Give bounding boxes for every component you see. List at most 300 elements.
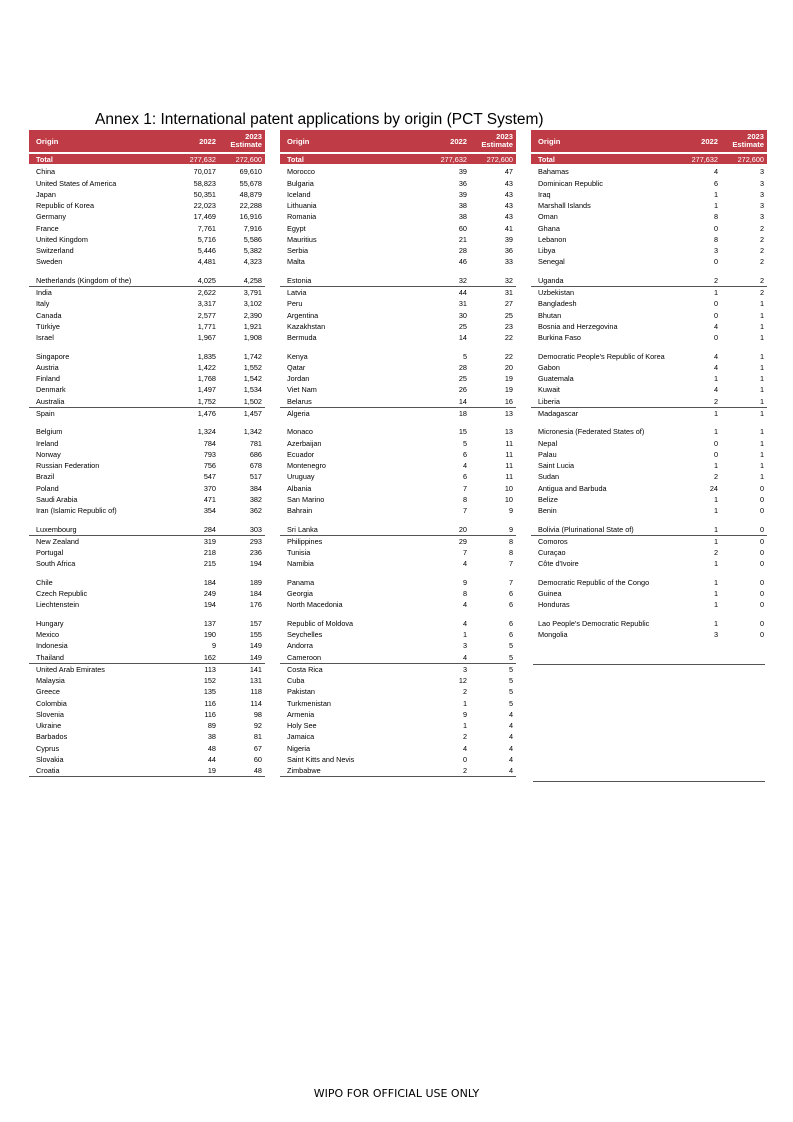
table-row	[280, 395, 516, 407]
value-2023: 5	[508, 664, 513, 674]
value-2023: 0	[759, 548, 764, 557]
value-2023: 4	[508, 709, 513, 719]
table-row	[531, 362, 767, 373]
table-row	[29, 437, 265, 448]
value-2022: 17,469	[193, 212, 216, 222]
table-row	[29, 267, 265, 287]
value-2023: 155	[249, 630, 262, 639]
origin-table-2	[280, 130, 516, 777]
value-2023: 48,879	[239, 189, 262, 199]
origin-name: Romania	[287, 213, 317, 222]
origin-name: Bahamas	[538, 168, 569, 177]
table-row	[531, 256, 767, 267]
value-2022: 25	[458, 321, 467, 331]
origin-name: Switzerland	[36, 247, 74, 255]
value-2022: 2	[462, 766, 467, 775]
value-2023: 5,586	[243, 234, 262, 244]
value-2023: 3	[759, 167, 764, 177]
value-2022: 354	[203, 506, 216, 515]
table-row	[29, 754, 265, 765]
total-label: Total	[36, 154, 53, 164]
value-2023: 43	[504, 201, 513, 210]
value-2022: 162	[203, 652, 216, 662]
value-2023: 4	[508, 732, 513, 742]
table-row	[280, 686, 516, 697]
origin-name: Uzbekistan	[538, 289, 575, 297]
origin-name: Peru	[287, 300, 303, 309]
value-2022: 1,768	[197, 374, 216, 383]
origin-name: Libya	[538, 247, 556, 255]
value-2022: 2	[713, 396, 718, 406]
origin-name: Azerbaijan	[287, 439, 322, 448]
value-2022: 1	[713, 559, 718, 569]
origin-name: Holy See	[287, 722, 317, 730]
table-rows	[29, 166, 265, 777]
table-row	[280, 675, 516, 686]
value-2022: 2	[462, 732, 467, 742]
table-row	[280, 588, 516, 599]
header-origin: Origin	[538, 136, 561, 146]
origin-name: Benin	[538, 507, 557, 515]
origin-name: Iraq	[538, 190, 551, 199]
origin-name: Montenegro	[287, 462, 326, 470]
table-row	[29, 373, 265, 384]
origin-name: Lithuania	[287, 202, 317, 210]
total-row	[280, 154, 516, 164]
value-2023: 22	[504, 333, 513, 342]
table-row	[531, 419, 767, 438]
value-2023: 13	[504, 427, 513, 437]
table-row	[280, 437, 516, 448]
value-2023: 5	[508, 641, 513, 651]
origin-name: Spain	[36, 409, 55, 418]
value-2022: 1,422	[197, 362, 216, 372]
value-2022: 25	[458, 374, 467, 383]
value-2022: 784	[203, 438, 216, 448]
table-row	[280, 287, 516, 298]
value-2023: 4,323	[243, 257, 262, 267]
table-row	[29, 765, 265, 777]
value-2023: 2,390	[243, 310, 262, 320]
origin-name: Armenia	[287, 710, 315, 719]
value-2023: 149	[249, 652, 262, 662]
value-2023: 67	[253, 743, 262, 753]
value-2022: 116	[204, 709, 216, 719]
table-row	[280, 245, 516, 256]
origin-name: Jamaica	[287, 733, 315, 742]
value-2023: 33	[504, 257, 513, 267]
origin-name: Luxembourg	[36, 525, 77, 534]
origin-name: Malta	[287, 258, 305, 267]
value-2023: 1,742	[243, 351, 262, 361]
origin-name: Serbia	[287, 247, 309, 255]
value-2023: 0	[759, 600, 764, 610]
table-row	[280, 256, 516, 267]
origin-name: Bangladesh	[538, 300, 577, 309]
value-2023: 7	[508, 577, 513, 587]
value-2023: 293	[249, 536, 262, 546]
value-2023: 189	[249, 577, 262, 587]
value-2022: 1	[713, 618, 718, 628]
table-row	[531, 332, 767, 343]
value-2023: 69,610	[239, 167, 262, 177]
table-row	[29, 343, 265, 362]
value-2022: 3,317	[197, 299, 216, 309]
value-2022: 1	[713, 524, 718, 534]
value-2023: 41	[504, 223, 513, 233]
table-row	[280, 709, 516, 720]
value-2022: 19	[207, 766, 216, 775]
value-2022: 12	[458, 676, 467, 685]
origin-name: Belgium	[36, 428, 63, 437]
value-2023: 0	[759, 577, 764, 587]
value-2023: 176	[249, 600, 262, 610]
value-2022: 38	[458, 201, 467, 210]
value-2022: 1	[713, 408, 718, 418]
table-row	[29, 629, 265, 640]
value-2022: 4	[462, 461, 467, 470]
value-2022: 4	[462, 743, 467, 753]
table-row	[29, 494, 265, 505]
table-header	[280, 130, 516, 152]
origin-name: United States of America	[36, 179, 117, 188]
value-2023: 4,258	[243, 275, 262, 285]
origin-name: India	[36, 289, 52, 297]
value-2023: 11	[505, 472, 513, 482]
total-row	[531, 154, 767, 164]
table-row	[29, 471, 265, 482]
value-2022: 2	[713, 548, 718, 557]
table-row	[531, 547, 767, 558]
table-row	[280, 471, 516, 482]
table-row	[531, 449, 767, 460]
value-2022: 48	[207, 743, 216, 753]
table-row	[29, 651, 265, 663]
value-2023: 184	[249, 589, 262, 598]
origin-name: Honduras	[538, 601, 570, 610]
origin-name: Algeria	[287, 409, 310, 418]
table-row	[29, 222, 265, 233]
value-2022: 4,481	[197, 257, 216, 267]
value-2023: 3,791	[243, 288, 262, 297]
table-row	[531, 588, 767, 599]
value-2022: 793	[203, 449, 216, 459]
origin-name: Viet Nam	[287, 386, 317, 395]
value-2022: 4	[713, 385, 718, 395]
value-2022: 6	[462, 472, 467, 482]
table-row	[280, 332, 516, 343]
value-2022: 1	[462, 721, 467, 730]
value-2022: 1,967	[197, 333, 216, 342]
table-row	[29, 256, 265, 267]
value-2022: 18	[458, 408, 467, 418]
value-2022: 28	[458, 246, 467, 255]
table-row	[531, 599, 767, 610]
value-2022: 1	[713, 494, 718, 504]
value-2022: 218	[203, 548, 216, 557]
table-row	[280, 664, 516, 675]
origin-name: France	[36, 224, 59, 233]
value-2022: 20	[458, 524, 467, 534]
value-2023: 43	[504, 212, 513, 222]
value-2023: 92	[253, 721, 262, 730]
table-row	[280, 166, 516, 177]
origin-name: Comoros	[538, 537, 568, 546]
value-2022: 21	[458, 234, 467, 244]
origin-name: Ireland	[36, 439, 59, 448]
table-row	[280, 362, 516, 373]
value-2023: 0	[759, 618, 764, 628]
value-2023: 5	[508, 676, 513, 685]
value-2022: 29	[458, 536, 467, 546]
value-2022: 6	[462, 449, 467, 459]
value-2022: 1,324	[197, 427, 216, 437]
header-2023: 2023 Estimate	[230, 131, 262, 149]
value-2023: 23	[504, 321, 513, 331]
header-2022: 2022	[701, 136, 718, 146]
origin-name: Cameroon	[287, 653, 322, 662]
table-row	[29, 558, 265, 569]
origin-name: Turkmenistan	[287, 699, 331, 708]
value-2023: 0	[759, 506, 764, 515]
origin-name: Bulgaria	[287, 179, 314, 188]
value-2022: 15	[458, 427, 467, 437]
table-row	[531, 569, 767, 588]
origin-name: Republic of Moldova	[287, 619, 354, 628]
value-2023: 1,457	[243, 408, 262, 418]
value-2022: 14	[458, 396, 467, 406]
value-2023: 384	[249, 483, 262, 493]
origin-name: Democratic People's Republic of Korea	[538, 352, 665, 361]
origin-name: Italy	[36, 300, 50, 309]
origin-name: Dominican Republic	[538, 179, 603, 188]
value-2022: 9	[211, 641, 216, 651]
value-2023: 48	[253, 766, 262, 775]
value-2023: 303	[249, 524, 262, 534]
value-2022: 756	[203, 461, 216, 470]
value-2023: 3,102	[243, 299, 262, 309]
value-2022: 0	[713, 310, 718, 320]
origin-name: Uruguay	[287, 473, 315, 482]
origin-name: Oman	[538, 213, 558, 222]
origin-name: Lao People's Democratic Republic	[538, 619, 650, 628]
value-2022: 2,622	[197, 288, 216, 297]
value-2022: 7	[462, 483, 467, 493]
table-row	[531, 287, 767, 298]
table-row	[531, 437, 767, 448]
table-row	[280, 599, 516, 610]
origin-name: Greece	[36, 688, 60, 697]
value-2023: 43	[504, 189, 513, 199]
origin-name: Jordan	[287, 375, 310, 383]
table-row	[280, 222, 516, 233]
origin-name: Andorra	[287, 642, 313, 651]
table-row	[29, 742, 265, 753]
table-row	[531, 200, 767, 211]
table-row	[531, 267, 767, 287]
origin-name: Liberia	[538, 397, 560, 406]
table-row	[531, 177, 767, 188]
origin-name: Barbados	[36, 733, 68, 742]
origin-name: Poland	[36, 484, 59, 493]
value-2023: 1	[759, 438, 764, 448]
total-label: Total	[287, 154, 304, 164]
table-row	[280, 754, 516, 765]
value-2023: 3	[759, 212, 764, 222]
value-2023: 517	[249, 472, 262, 482]
value-2023: 4	[508, 743, 513, 753]
origin-name: Monaco	[287, 428, 313, 437]
origin-name: Guatemala	[538, 375, 574, 383]
origin-name: Madagascar	[538, 409, 579, 418]
value-2023: 686	[249, 449, 262, 459]
value-2023: 5	[508, 698, 513, 708]
origin-name: Philippines	[287, 537, 323, 546]
value-2022: 116	[204, 698, 216, 708]
value-2022: 9	[462, 709, 467, 719]
origin-name: Morocco	[287, 168, 315, 177]
origin-table-1	[29, 130, 265, 777]
table-row	[531, 222, 767, 233]
table-row	[280, 697, 516, 708]
value-2023: 16	[504, 396, 513, 406]
value-2023: 25	[504, 310, 513, 320]
value-2023: 1,534	[243, 385, 262, 395]
value-2022: 39	[458, 167, 467, 177]
origin-name: Mexico	[36, 631, 60, 639]
table-row	[29, 720, 265, 731]
table-row	[29, 460, 265, 471]
origin-name: South Africa	[36, 560, 76, 569]
origin-name: Kenya	[287, 352, 308, 361]
table-row	[531, 234, 767, 245]
origin-name: Georgia	[287, 590, 313, 598]
origin-name: Kuwait	[538, 386, 560, 395]
table-row	[29, 505, 265, 516]
value-2022: 2	[713, 472, 718, 482]
table-3-rule	[533, 664, 765, 665]
value-2022: 46	[458, 257, 467, 267]
value-2023: 5,382	[243, 246, 262, 255]
table-row	[29, 395, 265, 407]
value-2023: 11	[505, 461, 513, 470]
value-2023: 98	[253, 709, 262, 719]
table-row	[29, 298, 265, 309]
value-2022: 7	[462, 548, 467, 557]
value-2022: 60	[458, 223, 467, 233]
table-row	[280, 651, 516, 663]
table-row	[280, 309, 516, 320]
table-row	[280, 610, 516, 629]
value-2022: 50,351	[193, 189, 216, 199]
value-2022: 137	[203, 618, 216, 628]
value-2023: 1	[759, 449, 764, 459]
table-row	[531, 298, 767, 309]
value-2023: 1	[759, 427, 764, 437]
origin-name: Estonia	[287, 276, 312, 285]
origin-name: Ukraine	[36, 722, 62, 730]
origin-name: Ghana	[538, 224, 560, 233]
origin-name: Germany	[36, 213, 67, 222]
value-2023: 10	[504, 483, 513, 493]
table-row	[280, 494, 516, 505]
value-2023: 3	[759, 189, 764, 199]
table-row	[280, 408, 516, 419]
origin-name: Argentina	[287, 311, 319, 320]
value-2022: 152	[203, 676, 216, 685]
table-row	[280, 419, 516, 438]
value-2022: 1,476	[197, 408, 216, 418]
table-row	[280, 536, 516, 547]
table-row	[531, 505, 767, 516]
origin-name: Türkiye	[36, 322, 60, 331]
table-row	[531, 245, 767, 256]
value-2022: 3	[462, 641, 467, 651]
table-row	[531, 494, 767, 505]
origin-name: Burkina Faso	[538, 334, 581, 342]
origin-name: Guinea	[538, 590, 562, 598]
value-2022: 4	[713, 321, 718, 331]
value-2022: 6	[713, 178, 718, 188]
origin-name: Marshall Islands	[538, 202, 591, 210]
table-rows	[531, 166, 767, 640]
value-2023: 0	[759, 524, 764, 534]
table-row	[29, 332, 265, 343]
table-row	[29, 449, 265, 460]
origin-name: Ecuador	[287, 450, 315, 459]
table-row	[29, 189, 265, 200]
origin-name: Colombia	[36, 699, 67, 708]
value-2022: 1	[713, 506, 718, 515]
value-2022: 28	[458, 362, 467, 372]
value-2022: 0	[713, 223, 718, 233]
value-2023: 1	[759, 333, 764, 342]
table-row	[29, 697, 265, 708]
value-2023: 0	[759, 494, 764, 504]
value-2023: 22,288	[239, 201, 262, 210]
header-origin: Origin	[287, 136, 310, 146]
table-row	[280, 482, 516, 493]
value-2023: 1	[759, 472, 764, 482]
value-2022: 547	[203, 472, 216, 482]
table-row	[531, 384, 767, 395]
table-row	[29, 384, 265, 395]
header-2023: 2023 Estimate	[732, 131, 764, 149]
table-row	[29, 408, 265, 419]
value-2023: 2	[759, 288, 764, 297]
value-2022: 1	[713, 536, 718, 546]
value-2022: 1	[713, 374, 718, 383]
origin-name: Nepal	[538, 439, 558, 448]
table-row	[531, 610, 767, 629]
origin-name: Panama	[287, 578, 315, 587]
value-2022: 1	[462, 630, 467, 639]
table-header	[531, 130, 767, 152]
value-2023: 6	[508, 630, 513, 639]
table-row	[280, 211, 516, 222]
origin-name: Belize	[538, 495, 558, 504]
value-2023: 20	[504, 362, 513, 372]
origin-name: Croatia	[36, 767, 60, 775]
table-row	[280, 505, 516, 516]
value-2023: 1	[759, 310, 764, 320]
value-2023: 11	[505, 449, 513, 459]
value-2023: 1	[759, 385, 764, 395]
origin-name: Cyprus	[36, 744, 60, 753]
table-row	[280, 547, 516, 558]
origin-name: Liechtenstein	[36, 601, 80, 610]
table-row	[29, 177, 265, 188]
